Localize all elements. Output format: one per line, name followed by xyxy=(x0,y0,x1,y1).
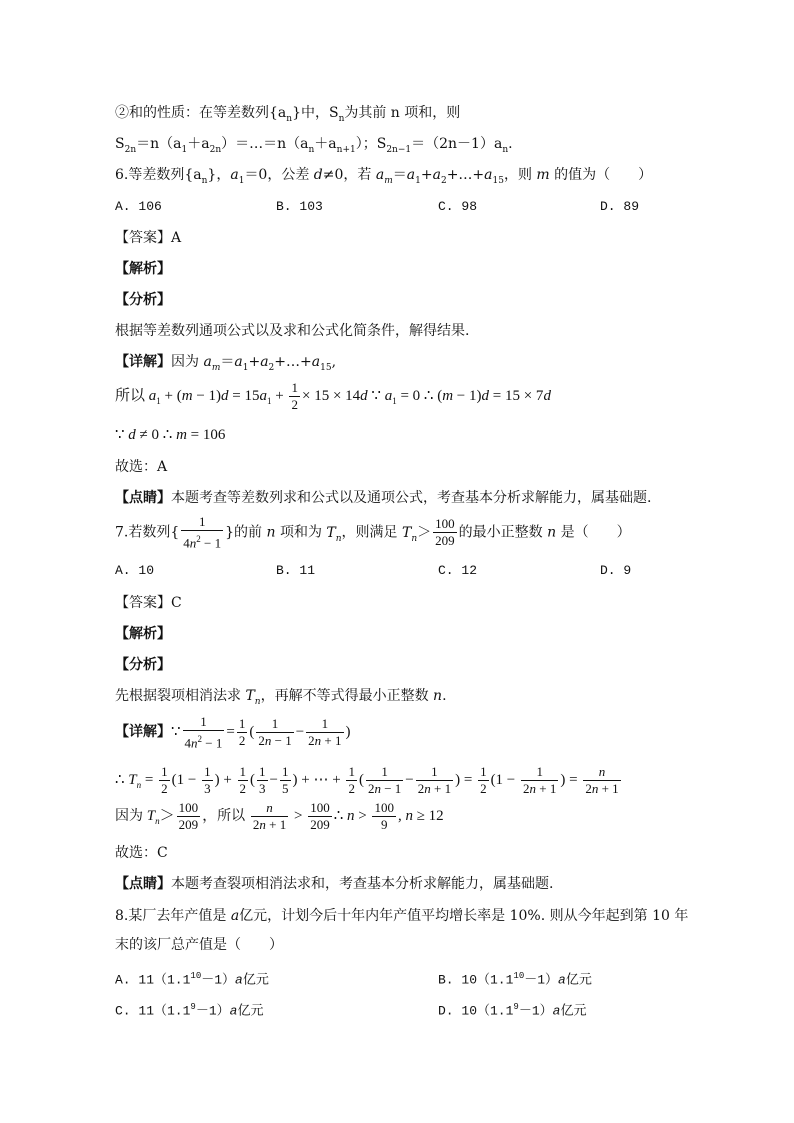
option-a: A. $11(1.1^{10}-1)a$亿元 xyxy=(115,971,269,988)
option-c: C. 98 xyxy=(438,199,478,214)
option-d: D. 9 xyxy=(600,563,632,578)
choice: 故选：A xyxy=(115,459,168,475)
text-line: $S_{2n}=n(a_1+a_{2n})=\dots=n(a_n+a_{n+1})$；$S_{2n-1}=(2n-1)a_n$. xyxy=(115,136,513,155)
question-7: 7.若数列{ $\frac{1}{4n^2 - 1}$ }的前 n 项和为 $T_n$，则满足 $T_n>$ $\frac{100}{209}$ 的最小正整数 n 是（ ） xyxy=(115,514,631,551)
option-d: D. 89 xyxy=(600,199,640,214)
option-c: C. 12 xyxy=(438,563,478,578)
question-6: 6.等差数列$\{a_n\}$，$a_1=0$，公差 d≠0，若 $a_m=a_1+a_2+\dots+a_{15}$，则 m 的值为（ ） xyxy=(115,167,653,186)
option-b: B. 11 xyxy=(276,563,316,578)
option-b: B. 103 xyxy=(276,199,323,214)
fenxi-heading: 【分析】 xyxy=(115,292,171,308)
question-8-cont: 末的该厂总产值是（ ） xyxy=(115,937,283,953)
dianjing: 【点睛】本题考查裂项相消法求和，考查基本分析求解能力，属基础题. xyxy=(115,876,554,892)
formula-line: 所以 $a_1 + (m - 1)d = 15a_1$ + $\frac{1}{2}$ × 15 × 14d ∵ $a_1 = 0$ ∴ (m − 1)d = 15 × 7d xyxy=(115,380,551,412)
analysis-heading: 【解析】 xyxy=(115,261,171,277)
fenxi-heading: 【分析】 xyxy=(115,657,171,673)
formula-line: 因为 $T_n>$ $\frac{100}{209}$ ，所以 $\frac{n}{2n + 1}$ > $\frac{100}{209}$ ∴ n > $\frac{100}{9}$ , n ≥ 12 xyxy=(115,800,444,832)
option-a: A. 106 xyxy=(115,199,162,214)
choice: 故选：C xyxy=(115,845,168,861)
formula-line: ∵ d ≠ 0 ∴ m = 106 xyxy=(115,427,226,443)
option-d: D. $10(1.1^9-1)a$亿元 xyxy=(438,1002,587,1019)
option-a: A. 10 xyxy=(115,563,155,578)
formula-line: ∴ $T_n$ = $\frac{1}{2}$ (1 − $\frac{1}{3}$ ) + $\frac{1}{2}$ ( $\frac{1}{3}$ − $\frac{1}{5}$ ) + ⋯ + $\frac{1}{2}$ ( $\frac{1}{2n - 1}$ − $\frac{1}{2n + 1}$ ) = $\frac{1}{2}$ (1 − $\frac{1}{2n + 1}$ ) = $\frac{n}{2n + 1}$ xyxy=(115,764,619,796)
detail-line: 【详解】因为 $a_m=a_1+a_2+\dots+a_{15}$, xyxy=(115,354,337,373)
fenxi-text: 先根据裂项相消法求 $T_n$，再解不等式得最小正整数 n. xyxy=(115,688,447,707)
option-c: C. $11(1.1^9-1)a$亿元 xyxy=(115,1002,264,1019)
text-line: ②和的性质：在等差数列$\{a_n\}$中，$S_n$为其前 n 项和，则 xyxy=(115,105,461,124)
analysis-heading: 【解析】 xyxy=(115,626,171,642)
formula-line: 【详解】∵ $\frac{1}{4n^2 - 1}$ = $\frac{1}{2}$ ( $\frac{1}{2n - 1}$ − $\frac{1}{2n + 1}$ ) xyxy=(115,714,351,751)
answer: 【答案】C xyxy=(115,595,182,611)
question-8: 8.某厂去年产值是 a亿元，计划今后十年内年产值平均增长率是 10%. 则从今年起到第 10 年 xyxy=(115,908,689,924)
option-b: B. $10(1.1^{10}-1)a$亿元 xyxy=(438,971,592,988)
fenxi-text: 根据等差数列通项公式以及求和公式化简条件，解得结果. xyxy=(115,323,470,339)
answer: 【答案】A xyxy=(115,230,182,246)
dianjing: 【点睛】本题考查等差数列求和公式以及通项公式，考查基本分析求解能力，属基础题. xyxy=(115,490,652,506)
